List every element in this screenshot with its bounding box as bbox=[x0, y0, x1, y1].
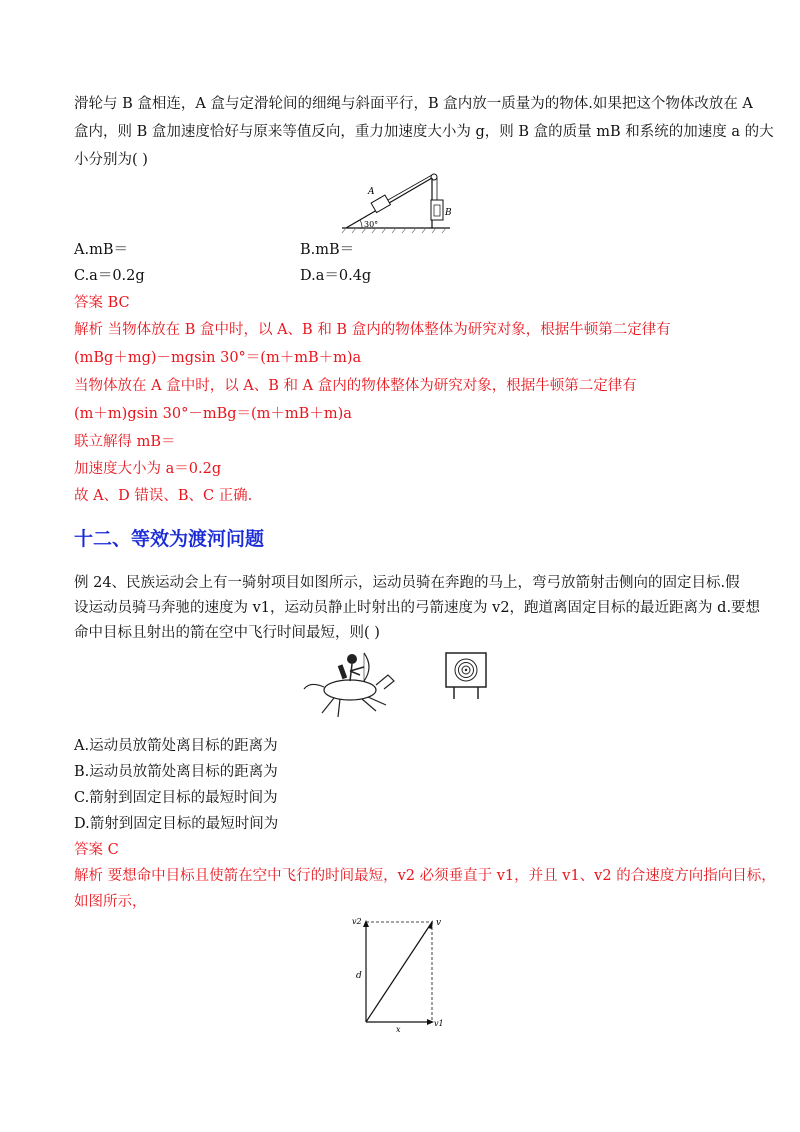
q24-answer: 答案 C bbox=[74, 842, 119, 858]
analysis-line-1: 解析 当物体放在 B 盒中时，以 A、B 和 B 盒内的物体整体为研究对象，根据牛顿第二定律有 bbox=[74, 322, 671, 338]
q24-option-b: B.运动员放箭处离目标的距离为 bbox=[74, 764, 278, 780]
angle-label: 30° bbox=[364, 220, 379, 229]
analysis-line-4: (m＋m)gsin 30°－mBg＝(m＋mB＋m)a bbox=[74, 406, 352, 422]
velocity-diagram bbox=[352, 912, 448, 1034]
option-c: C.a＝0.2g bbox=[74, 268, 145, 284]
question-line-1: 滑轮与 B 盒相连，A 盒与定滑轮间的细绳与斜面平行，B 盒内放一质量为的物体.如果把这个物体改放在 A bbox=[74, 96, 753, 112]
q24-analysis-line-2: 如图所示， bbox=[74, 894, 147, 910]
q24-option-a: A.运动员放箭处离目标的距离为 bbox=[74, 738, 278, 754]
analysis-line-2: (mBg＋mg)－mgsin 30°＝(m＋mB＋m)a bbox=[74, 350, 362, 366]
analysis-line-6: 加速度大小为 a＝0.2g bbox=[74, 461, 222, 477]
q24-option-c: C.箭射到固定目标的最短时间为 bbox=[74, 790, 278, 806]
q24-line-2: 设运动员骑马奔驰的速度为 v1，运动员静止时射出的弓箭速度为 v2，跑道离固定目标的最近距离为 d.要想 bbox=[74, 600, 761, 616]
label-v: v bbox=[436, 918, 442, 928]
option-d: D.a＝0.4g bbox=[300, 268, 372, 284]
q24-line-3: 命中目标且射出的箭在空中飞行时间最短，则( ) bbox=[74, 625, 380, 641]
question-line-3: 小分别为( ) bbox=[74, 152, 148, 168]
label-b: B bbox=[445, 208, 452, 218]
option-a: A.mB＝ bbox=[74, 242, 128, 258]
q24-analysis-line-1: 解析 要想命中目标且使箭在空中飞行的时间最短，v2 必须垂直于 v1，并且 v1、v2 的合速度方向指向目标， bbox=[74, 868, 776, 884]
question-line-2: 盒内，则 B 盒加速度恰好与原来等值反向，重力加速度大小为 g，则 B 盒的质量 mB 和系统的加速度 a 的大 bbox=[74, 124, 774, 140]
q24-option-d: D.箭射到固定目标的最短时间为 bbox=[74, 816, 279, 832]
incline-pulley-figure bbox=[336, 166, 456, 236]
option-b: B.mB＝ bbox=[300, 242, 355, 258]
target-illustration bbox=[444, 651, 490, 701]
label-x: x bbox=[396, 1025, 401, 1034]
label-a: A bbox=[368, 187, 375, 197]
answer: 答案 BC bbox=[74, 295, 130, 311]
label-v2: v2 bbox=[352, 917, 362, 926]
section-title: 十二、等效为渡河问题 bbox=[74, 528, 265, 550]
horse-archer-illustration bbox=[300, 645, 400, 725]
analysis-line-7: 故 A、D 错误、B、C 正确. bbox=[74, 488, 253, 504]
label-d: d bbox=[356, 971, 362, 981]
analysis-line-5: 联立解得 mB＝ bbox=[74, 434, 176, 450]
q24-line-1: 例 24、民族运动会上有一骑射项目如图所示，运动员骑在奔跑的马上，弯弓放箭射击侧向的固定目标.假 bbox=[74, 575, 740, 591]
label-v1: v1 bbox=[434, 1019, 444, 1028]
analysis-line-3: 当物体放在 A 盒中时，以 A、B 和 A 盒内的物体整体为研究对象，根据牛顿第二定律有 bbox=[74, 378, 637, 394]
